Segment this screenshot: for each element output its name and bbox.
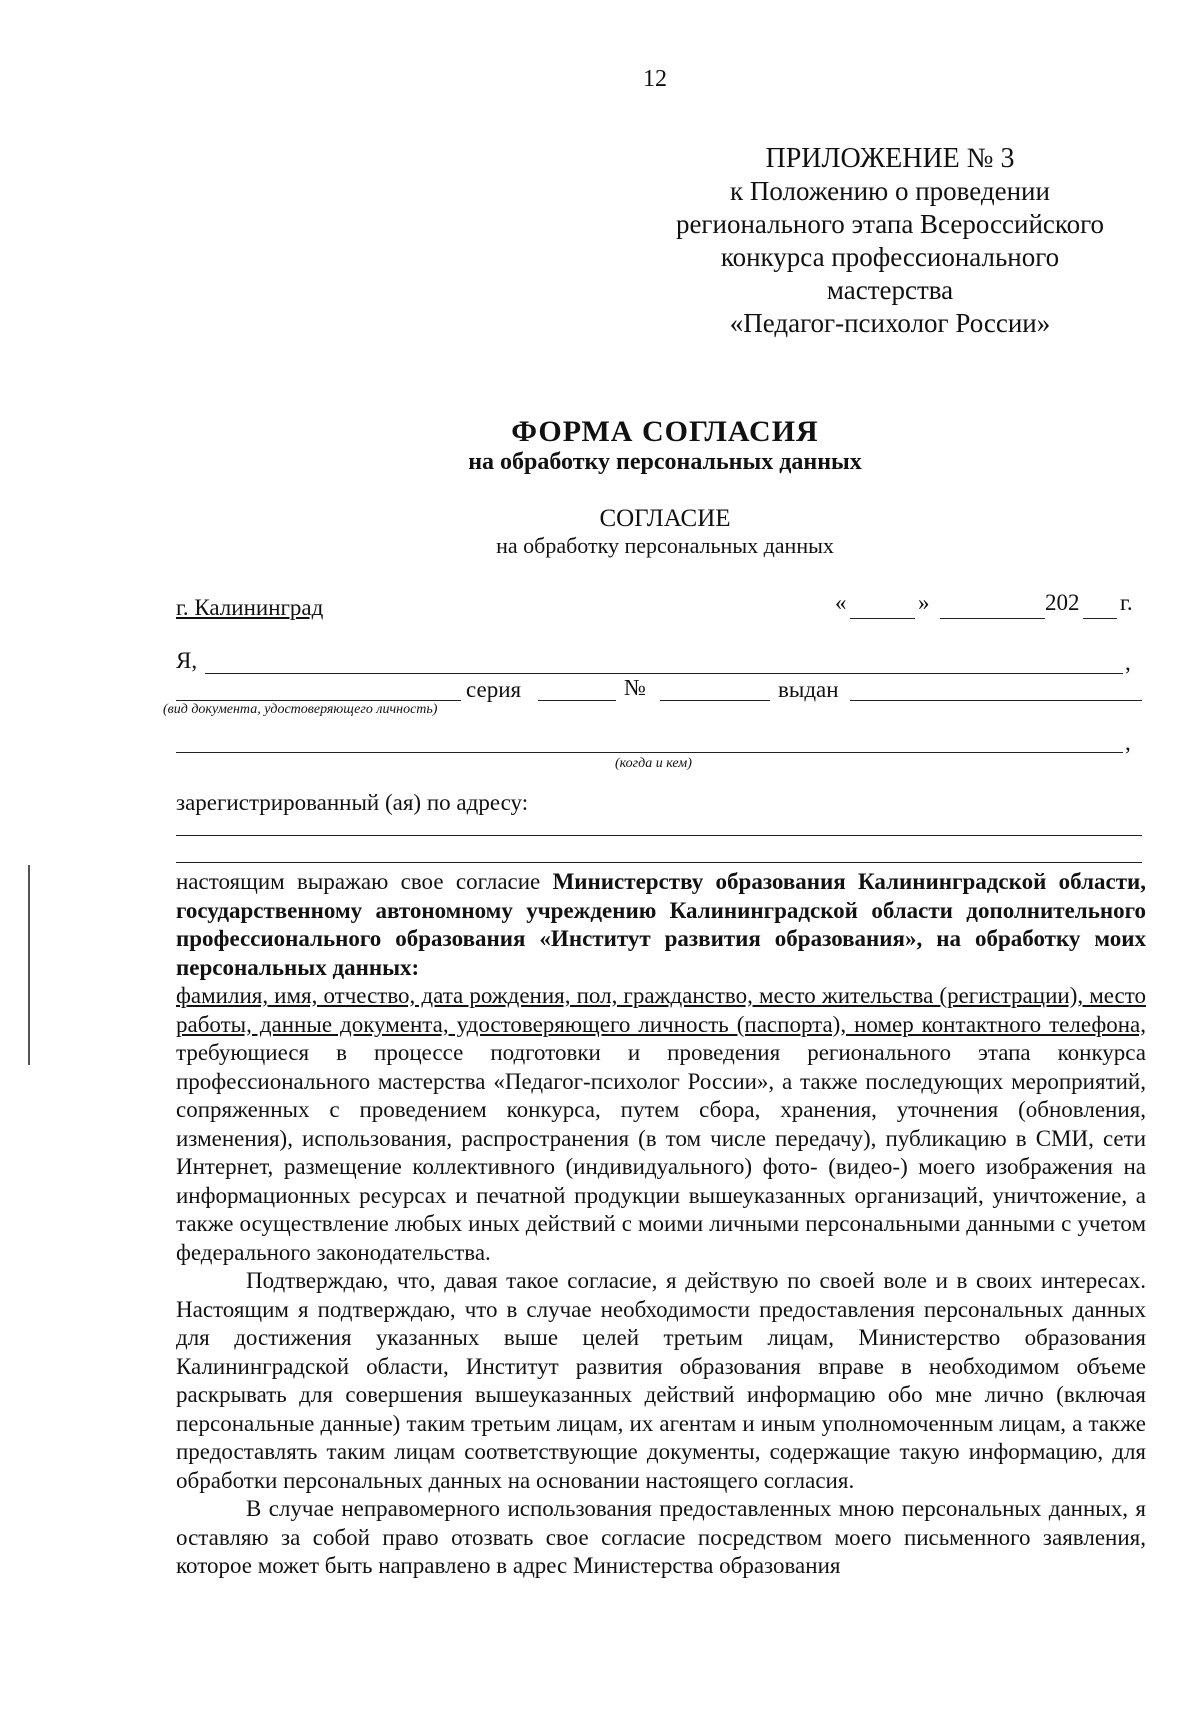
consent-recipients: Министерству образования Калининградской области, государственному автономному учреждению Калининградской области дополнительного профессионального образования «Институт развития образования», на обработку моих персональных данных: — [176, 869, 1146, 980]
consent-paragraph-3: В случае неправомерного использования предоставленных мною персональных данных, я оставляю за собой право отозвать свое согласие посредством моего письменного заявления, которое может быть направлено в адрес Министерства образования — [176, 1496, 1146, 1578]
number-field[interactable] — [660, 700, 770, 701]
address-field-line-2[interactable] — [176, 862, 1142, 863]
form-subtitle: на обработку персональных данных — [468, 449, 862, 475]
month-field[interactable] — [940, 618, 1045, 619]
consent-title: СОГЛАСИЕ — [599, 505, 731, 532]
consent-body — [176, 868, 1146, 1581]
page-number: 12 — [643, 66, 667, 92]
series-field[interactable] — [538, 700, 616, 701]
issued-by-field[interactable] — [850, 700, 1142, 701]
issued-label: выдан — [778, 677, 839, 702]
consent-paragraph-1 — [176, 868, 1146, 1267]
appendix-line: регионального этапа Всероссийского — [675, 209, 1105, 239]
personal-data-list: фамилия, имя, отчество, дата рождения, пол, гражданство, место жительства (регистрации), место работы, данные документа, удостоверяющего личность (паспорта), номер контактного телефона, — [176, 983, 1146, 1037]
number-label: № — [624, 675, 646, 700]
appendix-line: мастерства — [826, 275, 954, 305]
year-prefix: 202 — [1045, 590, 1080, 615]
appendix-line: конкурса профессионального — [720, 242, 1060, 272]
series-label: серия — [466, 677, 522, 702]
date-close-quote: » — [918, 590, 930, 615]
scan-edge-mark — [28, 865, 30, 1065]
name-comma: , — [1125, 650, 1131, 675]
date-open-quote: « — [835, 590, 847, 615]
consent-purposes: требующиеся в процессе подготовки и проведения регионального этапа конкурса профессионального мастерства «Педагог-психолог России», а также последующих мероприятий, сопряженных с проведением конкурса, путем сбора, хранения, уточнения (обновления, изменения), использования, распространения (в том числе передачу), публикацию в СМИ, сети Интернет, размещение коллективного (индивидуального) фото- (видео-) моего изображения на информационных ресурсах и печатной продукции вышеуказанных организаций, уничтожение, а также осуществление любых иных действий с моими личными персональными данными с учетом федерального законодательства. — [176, 1040, 1146, 1265]
year-field[interactable] — [1083, 618, 1117, 619]
appendix-title: ПРИЛОЖЕНИЕ № 3 — [765, 143, 1015, 174]
registered-address-label: зарегистрированный (ая) по адресу: — [176, 790, 529, 815]
day-field[interactable] — [850, 618, 915, 619]
form-title: ФОРМА СОГЛАСИЯ — [511, 415, 819, 448]
issued-comma: , — [1125, 730, 1131, 755]
city-label: г. Калининград — [176, 595, 324, 620]
when-who-note: (когда и кем) — [615, 756, 692, 771]
full-name-field[interactable] — [205, 673, 1123, 674]
appendix-block — [660, 142, 1120, 340]
consent-paragraph-2: Подтверждаю, что, давая такое согласие, я действую по своей воле и в своих интересах. Настоящим я подтверждаю, что в случае необходимости предоставления персональных данных для достижения указанных выше целей третьим лицам, Министерство образования Калининградской области, Институт развития образования вправе в необходимом объеме раскрывать для совершения вышеуказанных действий информацию обо мне лично (включая персональные данные) таким третьим лицам, их агентам и иным уполномоченным лицам, а также предоставлять таким лицам соответствующие документы, содержащие такую информацию, для обработки персональных данных на основании настоящего согласия. — [176, 1268, 1146, 1493]
year-suffix: г. — [1120, 590, 1133, 615]
appendix-line: к Положению о проведении — [730, 176, 1050, 206]
document-type-note: (вид документа, удостоверяющего личность) — [163, 702, 438, 717]
appendix-line: «Педагог-психолог России» — [729, 308, 1051, 338]
consent-intro: настоящим выражаю свое согласие — [176, 869, 553, 894]
document-type-field[interactable] — [176, 700, 461, 701]
consent-subtitle: на обработку персональных данных — [496, 533, 834, 558]
address-field-line-1[interactable] — [176, 835, 1142, 836]
i-label: Я, — [176, 648, 198, 673]
issued-when-who-field[interactable] — [176, 752, 1123, 753]
